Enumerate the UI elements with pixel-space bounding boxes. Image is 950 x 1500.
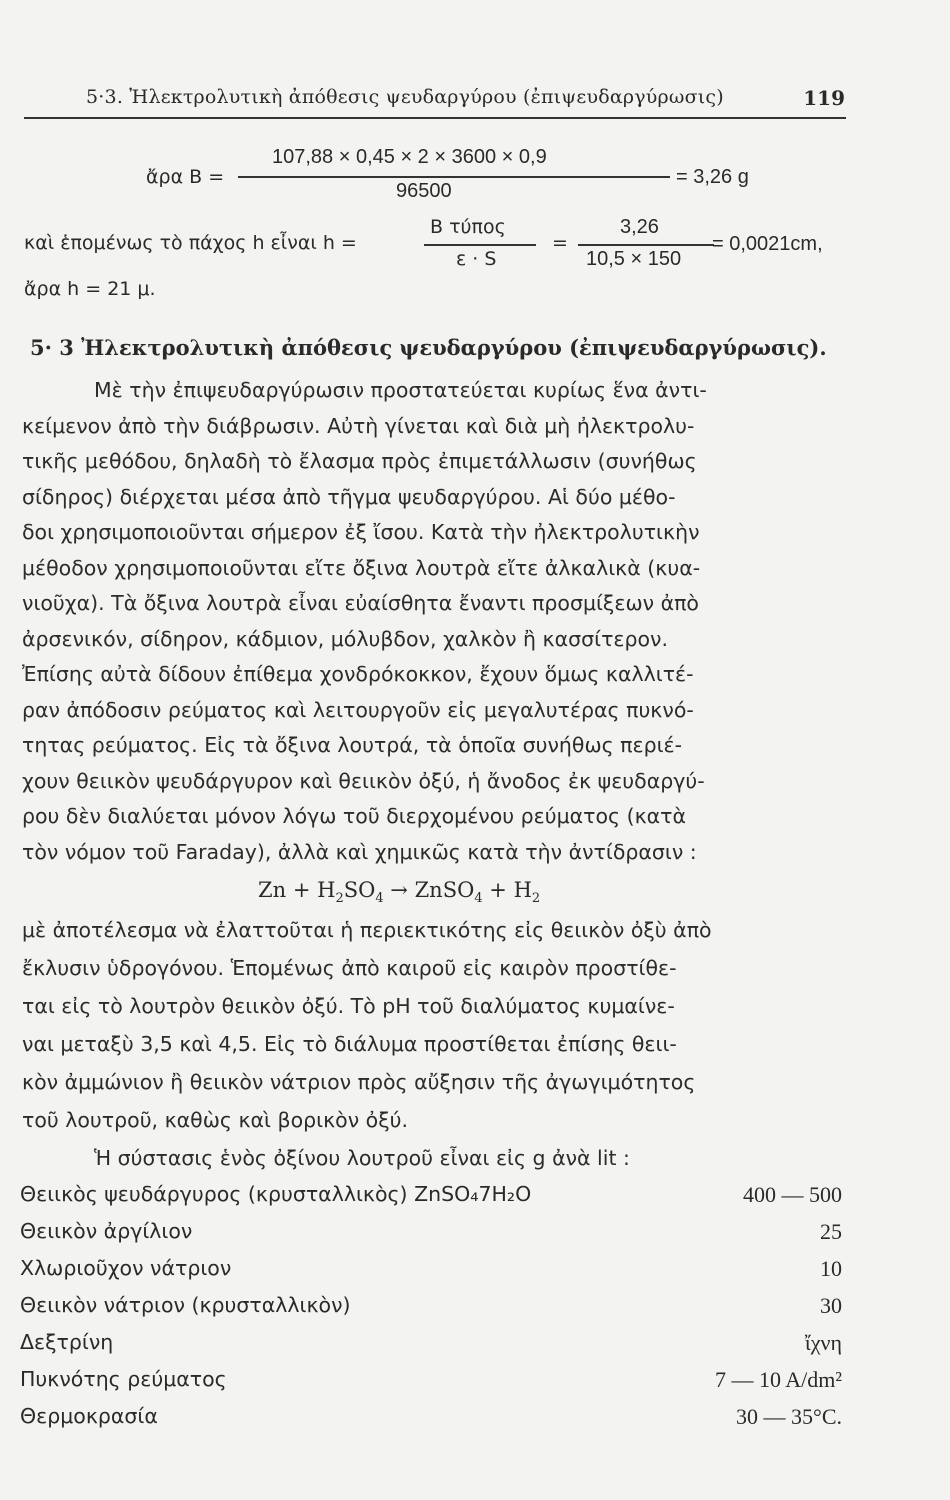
composition-row bbox=[20, 1182, 842, 1218]
text-line: σίδηρος) διέρχεται μέσα ἀπὸ τῆγμα ψευδαργύρου. Αἱ δύο μέθο- bbox=[22, 484, 676, 509]
text-line: χουν θειικὸν ψευδάργυρον καὶ θειικὸν ὀξύ, ἡ ἄνοδος ἐκ ψευδαργύ- bbox=[22, 768, 705, 793]
composition-row bbox=[20, 1219, 842, 1255]
text-line: τητας ρεύματος. Εἰς τὰ ὄξινα λουτρά, τὰ ὁποῖα συνήθως περιέ- bbox=[22, 733, 683, 757]
eq2-numerator-1: B τύπος bbox=[430, 216, 506, 238]
composition-intro: Ἡ σύστασις ἑνὸς ὀξίνου λουτροῦ εἶναι εἰς g ἀνὰ lit : bbox=[94, 1146, 630, 1170]
text-line: τὸν νόμον τοῦ Faraday), ἀλλὰ καὶ χημικῶς κατὰ τὴν ἀντίδρασιν : bbox=[22, 839, 697, 864]
text-line: Ἐπίσης αὐτὰ δίδουν ἐπίθεμα χονδρόκοκκον, ἔχουν ὅμως καλλιτέ- bbox=[22, 662, 694, 686]
composition-name: Θερμοκρασία bbox=[20, 1404, 158, 1428]
text-line: ραν ἀπόδοσιν ρεύματος καὶ λειτουργοῦν εἰς μεγαλυτέρας πυκνό- bbox=[22, 697, 694, 722]
eq2-fraction-bar-1 bbox=[424, 244, 536, 246]
composition-value: 30 bbox=[820, 1293, 842, 1318]
text-line: δοι χρησιμοποιοῦνται σήμερον ἐξ ἴσου. Κατὰ τὴν ἠλεκτρολυτικὴν bbox=[22, 520, 700, 544]
eq2-result: = 0,0021cm, bbox=[712, 233, 823, 255]
eq2-denominator-2: 10,5 × 150 bbox=[586, 248, 682, 270]
section-heading: 5· 3 Ἠλεκτρολυτικὴ ἀπόθεσις ψευδαργύρου (ἐπιψευδαργύρωσις). bbox=[30, 335, 827, 360]
text-line: κὸν ἀμμώνιον ἢ θειικὸν νάτριον πρὸς αὔξησιν τῆς ἀγωγιμότητος bbox=[22, 1070, 696, 1094]
composition-row bbox=[20, 1330, 842, 1366]
header-rule bbox=[24, 117, 846, 119]
text-line: μὲ ἀποτέλεσμα νὰ ἐλαττοῦται ἡ περιεκτικότης εἰς θειικὸν ὀξὺ ἀπὸ bbox=[22, 918, 712, 942]
eq1-denominator: 96500 bbox=[396, 180, 452, 202]
text-line: ἀρσενικόν, σίδηρον, κάδμιον, μόλυβδον, χαλκὸν ἢ κασσίτερον. bbox=[22, 626, 669, 651]
text-line: Μὲ τὴν ἐπιψευδαργύρωσιν προστατεύεται κυρίως ἕνα ἀντι- bbox=[94, 378, 707, 402]
composition-value: 10 bbox=[820, 1256, 842, 1281]
eq2-denominator-1: ε · S bbox=[456, 248, 497, 270]
eq1-result: = 3,26 g bbox=[676, 166, 749, 188]
composition-row bbox=[20, 1367, 842, 1403]
text-line: τοῦ λουτροῦ, καθὼς καὶ βορικὸν ὀξύ. bbox=[22, 1108, 409, 1132]
text-line: ρου δὲν διαλύεται μόνον λόγω τοῦ διερχομένου ρεύματος (κατὰ bbox=[22, 804, 687, 828]
text-line: ναι μεταξὺ 3,5 καὶ 4,5. Εἰς τὸ διάλυμα προστίθεται ἐπίσης θειι- bbox=[22, 1032, 677, 1056]
eq1-fraction-bar bbox=[238, 176, 670, 178]
text-line: νιοῦχα). Τὰ ὄξινα λουτρὰ εἶναι εὐαίσθητα ἔναντι προσμίξεων ἀπὸ bbox=[22, 591, 699, 615]
eq2-prefix: καὶ ἑπομένως τὸ πάχος h εἶναι h = bbox=[24, 232, 357, 254]
composition-value: ἴχνη bbox=[804, 1330, 842, 1355]
eq2-numerator-2: 3,26 bbox=[620, 216, 659, 238]
composition-value: 400 — 500 bbox=[743, 1182, 842, 1207]
composition-name: Θειικὸν νάτριον (κρυσταλλικὸν) bbox=[20, 1293, 351, 1317]
eq1-numerator: 107,88 × 0,45 × 2 × 3600 × 0,9 bbox=[272, 146, 547, 168]
text-line: ἔκλυσιν ὑδρογόνου. Ἑπομένως ἀπὸ καιροῦ εἰς καιρὸν προστίθε- bbox=[22, 956, 677, 980]
composition-value: 7 — 10 A/dm² bbox=[715, 1367, 842, 1392]
composition-value: 25 bbox=[820, 1219, 842, 1244]
eq3: ἄρα h = 21 μ. bbox=[24, 278, 156, 300]
text-line: ται εἰς τὸ λουτρὸν θειικὸν ὀξύ. Τὸ pH τοῦ διαλύματος κυμαίνε- bbox=[22, 994, 675, 1018]
composition-row bbox=[20, 1404, 842, 1440]
composition-row bbox=[20, 1256, 842, 1292]
composition-name: Δεξτρίνη bbox=[20, 1330, 114, 1354]
eq1-prefix: ἄρα B = bbox=[146, 166, 225, 188]
composition-name: Θειικὸς ψευδάργυρος (κρυσταλλικὸς) ZnSO₄7H₂O bbox=[20, 1182, 532, 1206]
composition-value: 30 — 35°C. bbox=[736, 1404, 842, 1429]
composition-name: Θειικὸν ἀργίλιον bbox=[20, 1219, 193, 1243]
text-line: τικῆς μεθόδου, δηλαδὴ τὸ ἔλασμα πρὸς ἐπιμετάλλωσιν (συνήθως bbox=[22, 449, 697, 473]
composition-name: Χλωριοῦχον νάτριον bbox=[20, 1256, 232, 1280]
running-header-title: 5·3. Ἠλεκτρολυτικὴ ἀπόθεσις ψευδαργύρου (ἐπιψευδαργύρωσις) bbox=[86, 86, 724, 108]
eq2-equals: = bbox=[552, 232, 568, 254]
text-line: μέθοδον χρησιμοποιοῦνται εἴτε ὄξινα λουτρὰ εἴτε ἀλκαλικὰ (κυα- bbox=[22, 555, 701, 580]
composition-name: Πυκνότης ρεύματος bbox=[20, 1367, 227, 1391]
eq2-fraction-bar-2 bbox=[578, 244, 714, 246]
page-number: 119 bbox=[803, 86, 845, 110]
composition-row bbox=[20, 1293, 842, 1329]
chemical-equation: $Zn + H_2SO_4$ → ZnSO$_4$ + $H_2$ bbox=[258, 878, 541, 907]
text-line: κείμενον ἀπὸ τὴν διάβρωσιν. Αὐτὴ γίνεται καὶ διὰ μὴ ἠλεκτρολυ- bbox=[22, 413, 695, 438]
